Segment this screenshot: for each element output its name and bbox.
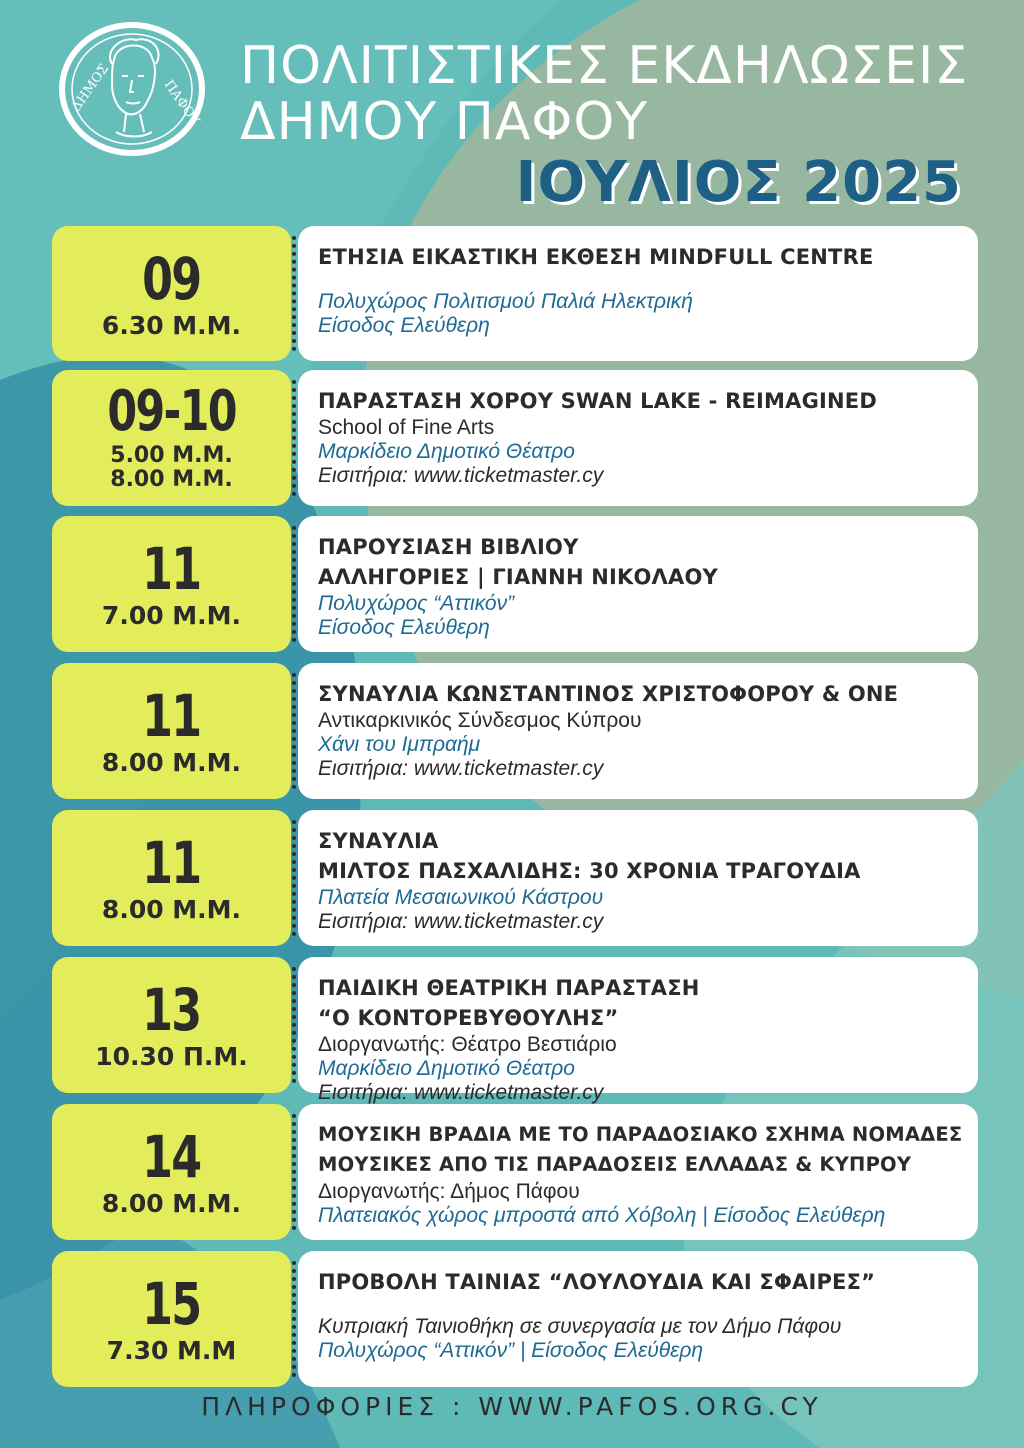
event-venue: Χάνι του Ιμπραήμ — [318, 733, 481, 756]
event-day: 15 — [142, 1270, 201, 1338]
event-venue: Μαρκίδειο Δημοτικό Θέατρο — [318, 440, 575, 463]
svg-text:ΠΑΦΟΥ: ΠΑΦΟΥ — [160, 77, 203, 128]
event-item — [52, 370, 978, 506]
event-info-card — [298, 663, 978, 799]
event-organizer: School of Fine Arts — [318, 416, 495, 439]
event-info-card — [298, 370, 978, 506]
event-venue: Πολυχώρος Πολιτισμού Παλιά Ηλεκτρική — [318, 290, 693, 313]
dotted-separator — [292, 1114, 296, 1230]
event-day: 11 — [142, 535, 201, 603]
event-title: ΠΑΙΔΙΚΗ ΘΕΑΤΡΙΚΗ ΠΑΡΑΣΤΑΣΗ — [318, 976, 700, 1000]
event-tickets-link[interactable]: Εισιτήρια: www.ticketmaster.cy — [318, 757, 604, 780]
page-title-line-1: ΠΟΛΙΤΙΣΤΙΚΕΣ ΕΚΔΗΛΩΣΕΙΣ — [240, 36, 969, 96]
event-title: ΣΥΝΑΥΛΙΑ — [318, 829, 439, 853]
month-heading: ΙΟΥΛΙΟΣ 2025 — [515, 150, 962, 215]
event-day: 11 — [142, 682, 201, 750]
event-info-card — [298, 810, 978, 946]
event-organizer: Κυπριακή Ταινιοθήκη σε συνεργασία με τον Δήμο Πάφου — [318, 1315, 842, 1338]
event-title: ΠΑΡΑΣΤΑΣΗ ΧΟΡΟΥ SWAN LAKE - REIMAGINED — [318, 389, 877, 413]
event-item — [52, 516, 978, 652]
event-item — [52, 1251, 978, 1387]
event-title: ΕΤΗΣΙΑ ΕΙΚΑΣΤΙΚΗ ΕΚΘΕΣΗ MINDFULL CENTRE — [318, 245, 874, 269]
dotted-separator — [292, 967, 296, 1083]
dotted-separator — [292, 236, 296, 351]
event-venue: Πολυχώρος “Αττικόν” — [318, 592, 515, 615]
event-info-card — [298, 1251, 978, 1387]
event-day: 09 — [142, 244, 201, 313]
header — [0, 0, 1024, 220]
event-title: ΠΑΡΟΥΣΙΑΣΗ ΒΙΒΛΙΟΥ — [318, 535, 579, 559]
event-venue: Μαρκίδειο Δημοτικό Θέατρο — [318, 1057, 575, 1080]
dotted-separator — [292, 673, 296, 789]
event-day: 09-10 — [107, 379, 236, 444]
event-date-card — [52, 226, 291, 361]
dotted-separator — [292, 1261, 296, 1377]
event-entry-info: Είσοδος Ελεύθερη — [318, 314, 490, 337]
event-title: ΠΡΟΒΟΛΗ ΤΑΙΝΙΑΣ “ΛΟΥΛΟΥΔΙΑ ΚΑΙ ΣΦΑΙΡΕΣ” — [318, 1270, 876, 1294]
event-entry-info: Είσοδος Ελεύθερη — [318, 616, 490, 639]
event-organizer: Διοργανωτής: Δήμος Πάφου — [318, 1180, 580, 1203]
event-venue: Πολυχώρος “Αττικόν” | Είσοδος Ελεύθερη — [318, 1339, 704, 1362]
event-venue: Πλατεία Μεσαιωνικού Κάστρου — [318, 886, 604, 909]
dotted-separator — [292, 820, 296, 936]
event-date-card — [52, 1104, 291, 1240]
svg-text:ΔΗΜΟΣ: ΔΗΜΟΣ — [68, 61, 113, 115]
event-time: 8.00 Μ.Μ. — [101, 748, 242, 777]
event-title: ΜΟΥΣΙΚΕΣ ΑΠΟ ΤΙΣ ΠΑΡΑΔΟΣΕΙΣ ΕΛΛΑΔΑΣ & ΚΥΠΡΟΥ — [318, 1153, 912, 1176]
event-title: ΑΛΛΗΓΟΡΙΕΣ | ΓΙΑΝΝΗ ΝΙΚΟΛΑΟΥ — [318, 565, 718, 589]
event-day: 14 — [142, 1123, 201, 1191]
event-item — [52, 663, 978, 799]
event-item — [52, 957, 978, 1104]
event-time: 6.30 Μ.Μ. — [101, 310, 242, 340]
event-item — [52, 810, 978, 946]
event-tickets-link[interactable]: Εισιτήρια: www.ticketmaster.cy — [318, 910, 604, 933]
event-venue: Πλατειακός χώρος μπροστά από Χόβολη | Είσοδος Ελεύθερη — [318, 1204, 886, 1227]
event-time: 10.30 Π.Μ. — [95, 1042, 248, 1071]
event-date-card — [52, 663, 291, 799]
event-time: 8.00 Μ.Μ. — [110, 467, 233, 492]
event-time: 7.30 Μ.Μ — [106, 1336, 237, 1365]
event-title: ΜΙΛΤΟΣ ΠΑΣΧΑΛΙΔΗΣ: 30 ΧΡΟΝΙΑ ΤΡΑΓΟΥΔΙΑ — [318, 859, 861, 883]
event-date-card — [52, 957, 291, 1093]
event-title: ΣΥΝΑΥΛΙΑ ΚΩΝΣΤΑΝΤΙΝΟΣ ΧΡΙΣΤΟΦΟΡΟΥ & ONE — [318, 682, 899, 706]
dotted-separator — [292, 526, 296, 642]
event-organizer: Διοργανωτής: Θέατρο Βεστιάριο — [318, 1033, 617, 1056]
page-title-line-2: ΔΗΜΟΥ ΠΑΦΟΥ — [240, 92, 649, 152]
event-time: 8.00 Μ.Μ. — [101, 895, 242, 924]
event-time: 8.00 Μ.Μ. — [101, 1189, 242, 1218]
event-info-card — [298, 1104, 978, 1240]
event-item — [52, 226, 978, 361]
event-info-card — [298, 226, 978, 361]
event-item — [52, 1104, 978, 1240]
event-info-card — [298, 516, 978, 652]
event-tickets-link[interactable]: Εισιτήρια: www.ticketmaster.cy — [318, 464, 604, 487]
pafos-municipality-logo — [56, 20, 208, 158]
event-day: 13 — [142, 976, 201, 1044]
dotted-separator — [292, 380, 296, 496]
event-date-card — [52, 810, 291, 946]
event-time: 5.00 Μ.Μ. — [110, 443, 233, 468]
event-organizer: Αντικαρκινικός Σύνδεσμος Κύπρου — [318, 709, 642, 732]
event-date-card — [52, 370, 291, 506]
event-tickets-link[interactable]: Εισιτήρια: www.ticketmaster.cy — [318, 1081, 604, 1104]
event-date-card — [52, 1251, 291, 1387]
footer-info: ΠΛΗΡΟΦΟΡΙΕΣ : WWW.PAFOS.ORG.CY — [201, 1392, 823, 1421]
event-day: 11 — [142, 829, 201, 897]
event-info-card — [298, 957, 978, 1104]
event-title: “Ο ΚΟΝΤΟΡΕΒΥΘΟΥΛΗΣ” — [318, 1006, 619, 1030]
event-date-card — [52, 516, 291, 652]
event-title: ΜΟΥΣΙΚΗ ΒΡΑΔΙΑ ΜΕ ΤΟ ΠΑΡΑΔΟΣΙΑΚΟ ΣΧΗΜΑ ΝΟΜΑΔΕΣ — [318, 1123, 963, 1146]
event-time: 7.00 Μ.Μ. — [101, 601, 242, 630]
